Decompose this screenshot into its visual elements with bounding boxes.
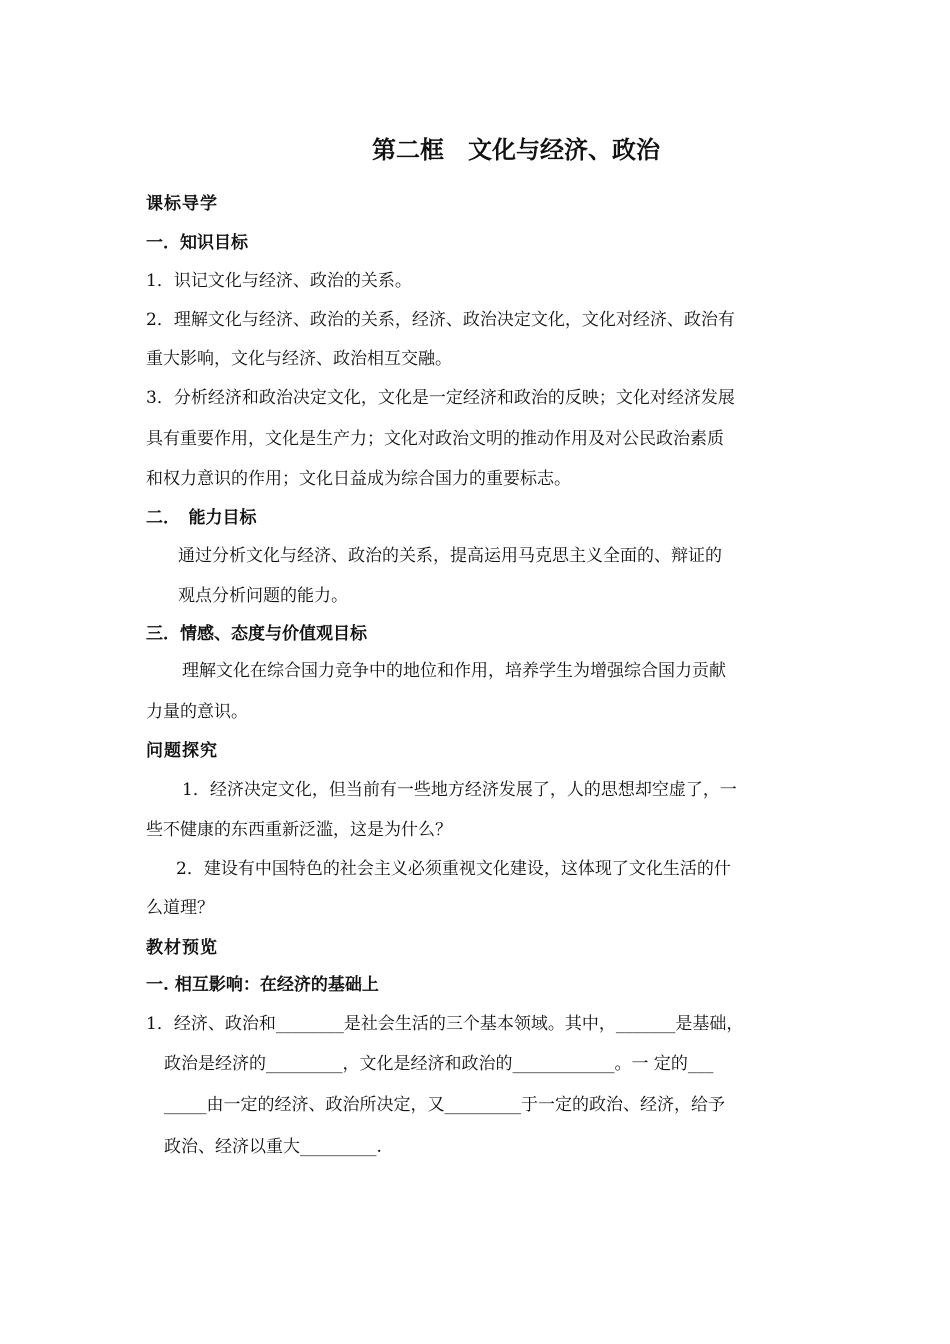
emotion-text-line-1: 理解文化在综合国力竞争中的地位和作用，培养学生为增强综合国力贡献	[182, 661, 726, 681]
ability-text-line-2: 观点分析问题的能力。	[178, 586, 348, 606]
inquiry-item-1-line-2: 些不健康的东西重新泛滥，这是为什么？	[146, 820, 452, 840]
fill-blank-line-2: 政治是经济的_________，文化是经济和政治的____________。一 定的___	[164, 1054, 714, 1074]
mutual-influence-heading: 一. 相互影响：在经济的基础上	[146, 975, 379, 995]
emotion-heading: 三．情感、态度与价值观目标	[146, 624, 367, 644]
preview-heading: 教材预览	[146, 938, 218, 958]
knowledge-item-1: 1．识记文化与经济、政治的关系。	[146, 271, 412, 291]
knowledge-item-2-line-2: 重大影响，文化与经济、政治相互交融。	[146, 349, 452, 369]
ability-heading: 二． 能力目标	[146, 508, 257, 528]
inquiry-heading: 问题探究	[146, 741, 218, 761]
fill-blank-line-3: _____由一定的经济、政治所决定，又_________于一定的政治、经济，给予	[164, 1095, 725, 1115]
knowledge-item-3-line-2: 具有重要作用，文化是生产力；文化对政治文明的推动作用及对公民政治素质	[146, 429, 724, 449]
guide-heading: 课标导学	[146, 194, 218, 214]
knowledge-item-3-line-1: 3．分析经济和政治决定文化，文化是一定经济和政治的反映；文化对经济发展	[146, 388, 735, 408]
inquiry-item-2-line-1: 2．建设有中国特色的社会主义必须重视文化建设，这体现了文化生活的什	[176, 859, 731, 879]
fill-blank-line-4: 政治、经济以重大_________.	[164, 1137, 382, 1157]
page-title: 第二框 文化与经济、政治	[372, 135, 660, 164]
inquiry-item-1-line-1: 1．经济决定文化，但当前有一些地方经济发展了，人的思想却空虚了，一	[182, 780, 737, 800]
emotion-text-line-2: 力量的意识。	[146, 702, 248, 722]
knowledge-heading: 一．知识目标	[146, 233, 248, 253]
ability-text-line-1: 通过分析文化与经济、政治的关系，提高运用马克思主义全面的、辩证的	[178, 546, 722, 566]
knowledge-item-2-line-1: 2．理解文化与经济、政治的关系，经济、政治决定文化，文化对经济、政治有	[146, 310, 735, 330]
inquiry-item-2-line-2: 么道理？	[146, 898, 214, 918]
fill-blank-line-1: 1．经济、政治和________是社会生活的三个基本领域。其中，_______是基础，	[146, 1014, 744, 1034]
knowledge-item-3-line-3: 和权力意识的作用；文化日益成为综合国力的重要标志。	[146, 469, 571, 489]
